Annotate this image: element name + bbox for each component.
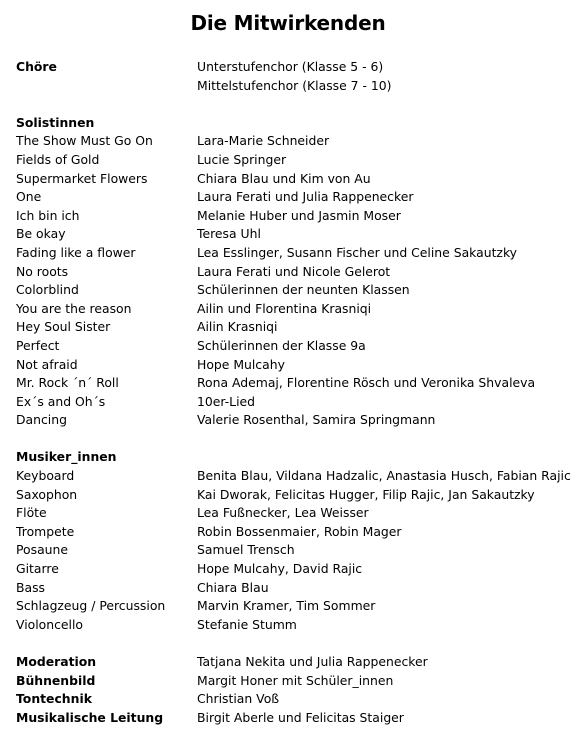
song-title: No roots	[16, 263, 69, 279]
credit-row	[16, 690, 566, 709]
soloist-row	[16, 318, 566, 337]
musician-row	[16, 504, 566, 523]
credit-role: Bühnenbild	[16, 672, 96, 688]
soloist-row	[16, 393, 566, 412]
performer-names: Chiara Blau und Kim von Au	[197, 170, 371, 186]
credits-list	[16, 58, 571, 727]
performer-names: Valerie Rosenthal, Samira Springmann	[197, 412, 436, 428]
section-heading-soloists-row	[16, 114, 566, 133]
song-title: Fading like a flower	[16, 244, 136, 260]
song-title: Be okay	[16, 226, 66, 242]
song-title: You are the reason	[16, 300, 132, 316]
instrument-name: Bass	[16, 579, 46, 595]
performer-names: Robin Bossenmaier, Robin Mager	[197, 523, 402, 539]
musician-row	[16, 486, 566, 505]
section-heading-musicians-row	[16, 448, 566, 467]
performer-names: Ailin Krasniqi	[197, 319, 278, 335]
soloist-row	[16, 281, 566, 300]
performer-names: Samuel Trensch	[197, 542, 295, 558]
soloist-row	[16, 263, 566, 282]
song-title: Perfect	[16, 337, 60, 353]
credit-row	[16, 653, 566, 672]
performer-names: Chiara Blau	[197, 579, 269, 595]
performer-names: Hope Mulcahy, David Rajic	[197, 561, 363, 577]
performer-names: Schülerinnen der neunten Klassen	[197, 282, 410, 298]
credit-role: Moderation	[16, 654, 97, 669]
song-title: The Show Must Go On	[16, 133, 153, 149]
song-title: Ex´s and Oh´s	[16, 393, 106, 409]
musician-row	[16, 541, 566, 560]
musician-row	[16, 616, 566, 635]
choir-row	[16, 58, 566, 77]
song-title: Ich bin ich	[16, 207, 80, 223]
soloist-row	[16, 374, 566, 393]
performer-names: Marvin Kramer, Tim Sommer	[197, 598, 376, 614]
performer-names: Lara-Marie Schneider	[197, 133, 330, 149]
instrument-name: Posaune	[16, 542, 68, 558]
soloist-row	[16, 132, 566, 151]
instrument-name: Gitarre	[16, 561, 59, 577]
soloist-row	[16, 411, 566, 430]
soloist-row	[16, 300, 566, 319]
musician-row	[16, 467, 571, 486]
credit-name: Birgit Aberle und Felicitas Staiger	[197, 709, 404, 725]
performer-names: Melanie Huber und Jasmin Moser	[197, 207, 401, 223]
performer-names: Lea Fußnecker, Lea Weisser	[197, 505, 369, 521]
choir-name: Mittelstufenchor (Klasse 7 - 10)	[197, 77, 392, 93]
performer-names: Lea Esslinger, Susann Fischer und Celine Sakautzky	[197, 244, 518, 260]
musician-row	[16, 523, 566, 542]
song-title: Colorblind	[16, 282, 79, 298]
soloist-row	[16, 337, 566, 356]
song-title: Supermarket Flowers	[16, 170, 148, 186]
soloist-row	[16, 188, 566, 207]
performer-names: Ailin und Florentina Krasniqi	[197, 300, 372, 316]
performer-names: Schülerinnen der Klasse 9a	[197, 337, 366, 353]
performer-names: Lucie Springer	[197, 151, 287, 167]
soloist-row	[16, 151, 566, 170]
soloist-row	[16, 225, 566, 244]
credit-name: Tatjana Nekita und Julia Rappenecker	[197, 654, 428, 669]
instrument-name: Keyboard	[16, 468, 75, 484]
credit-role: Tontechnik	[16, 691, 92, 707]
instrument-name: Flöte	[16, 505, 47, 521]
performer-names: Benita Blau, Vildana Hadzalic, Anastasia Husch, Fabian Rajic	[197, 468, 571, 484]
musician-row	[16, 597, 566, 616]
song-title: One	[16, 189, 42, 205]
instrument-name: Trompete	[16, 523, 75, 539]
musician-row	[16, 560, 566, 579]
instrument-name: Saxophon	[16, 486, 78, 502]
page-title: Die Mitwirkenden	[190, 11, 386, 35]
choir-row	[16, 77, 566, 96]
performer-names: Kai Dworak, Felicitas Hugger, Filip Rajic, Jan Sakautzky	[197, 486, 535, 502]
credit-row	[16, 709, 566, 728]
song-title: Mr. Rock ´n´ Roll	[16, 375, 119, 391]
performer-names: Laura Ferati und Julia Rappenecker	[197, 189, 414, 205]
song-title: Not afraid	[16, 356, 78, 372]
choir-name: Unterstufenchor (Klasse 5 - 6)	[197, 59, 384, 74]
credit-role: Musikalische Leitung	[16, 709, 164, 725]
performer-names: Laura Ferati und Nicole Gelerot	[197, 263, 391, 279]
performer-names: Rona Ademaj, Florentine Rösch und Veronika Shvaleva	[197, 375, 536, 391]
soloist-row	[16, 356, 566, 375]
song-title: Dancing	[16, 412, 67, 428]
credit-name: Christian Voß	[197, 691, 280, 707]
song-title: Fields of Gold	[16, 151, 100, 167]
performer-names: Teresa Uhl	[197, 226, 261, 242]
performer-names: Hope Mulcahy	[197, 356, 285, 372]
performer-names: 10er-Lied	[197, 393, 255, 409]
instrument-name: Violoncello	[16, 616, 84, 632]
soloist-row	[16, 170, 566, 189]
performer-names: Stefanie Stumm	[197, 616, 297, 632]
soloist-row	[16, 244, 566, 263]
credit-row	[16, 672, 566, 691]
credit-name: Margit Honer mit Schüler_innen	[197, 672, 394, 688]
instrument-name: Schlagzeug / Percussion	[16, 598, 166, 614]
section-heading-musicians: Musiker_innen	[16, 449, 117, 465]
song-title: Hey Soul Sister	[16, 319, 111, 335]
soloist-row	[16, 207, 566, 226]
section-heading-choirs: Chöre	[16, 59, 57, 74]
section-heading-soloists: Solistinnen	[16, 114, 95, 130]
musician-row	[16, 579, 566, 598]
